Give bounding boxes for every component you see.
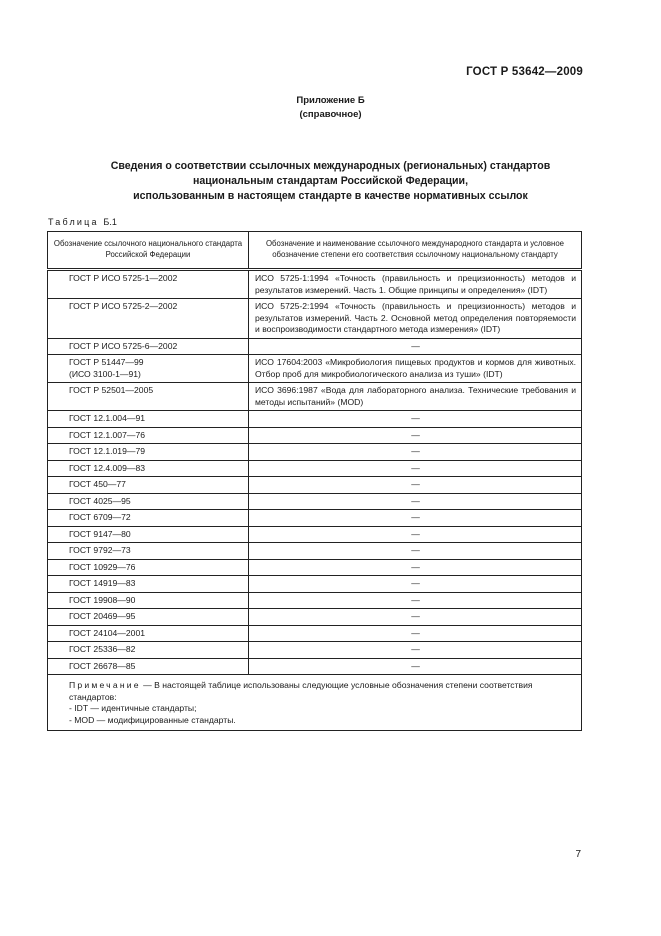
note-text: — В настоящей таблице использованы следующие условные обозначения степени соответствия стандартов:	[69, 680, 533, 702]
international-standard-cell: —	[249, 543, 582, 560]
table-header-row	[48, 232, 582, 270]
international-standard-cell: —	[249, 592, 582, 609]
title-line: национальным стандартам Российской Федерации,	[192, 175, 469, 187]
national-standard-code: ГОСТ Р 51447—99	[69, 357, 144, 367]
table-row	[48, 355, 582, 383]
table-label	[48, 217, 117, 227]
national-standard-code: ГОСТ 19908—90	[69, 594, 136, 605]
table-row	[48, 460, 582, 477]
note-item: - IDT — идентичные стандарты;	[69, 703, 197, 713]
national-standard-code: ГОСТ 6709—72	[69, 512, 131, 522]
national-standard-code: ГОСТ 24104—2001	[69, 627, 146, 638]
table-row	[48, 543, 582, 560]
title-line: Сведения о соответствии ссылочных международных (региональных) стандартов	[110, 160, 551, 172]
national-standard-cell	[48, 493, 249, 510]
table-row	[48, 658, 582, 675]
title-line: использованным в настоящем стандарте в качестве нормативных ссылок	[133, 190, 528, 202]
note-row	[48, 675, 582, 731]
appendix-heading	[0, 94, 661, 122]
national-standard-code: ГОСТ 4025—95	[69, 495, 131, 506]
table-note	[48, 675, 582, 731]
appendix-subtitle: (справочное)	[299, 109, 362, 120]
national-standard-code: ГОСТ 12.1.019—79	[69, 446, 146, 456]
table-label-word: Таблица	[48, 217, 99, 227]
column-header-international: Обозначение и наименование ссылочного международного стандарта и условное обозначение степени его соответствия ссылочному национальному стандарту	[249, 232, 582, 270]
national-standard-cell	[48, 444, 249, 461]
national-standard-cell	[48, 559, 249, 576]
international-standard-cell: —	[249, 427, 582, 444]
national-standard-code: (ИСО 3100-1—91)	[69, 368, 141, 379]
table-body	[48, 270, 582, 675]
international-standard-cell: —	[249, 576, 582, 593]
national-standard-code: ГОСТ 450—77	[69, 479, 126, 489]
national-standard-cell	[48, 510, 249, 527]
table-row	[48, 270, 582, 299]
table-row	[48, 338, 582, 355]
table-row	[48, 576, 582, 593]
national-standard-code: ГОСТ Р ИСО 5725-1—2002	[69, 273, 178, 283]
table-row	[48, 592, 582, 609]
national-standard-code: ГОСТ Р ИСО 5725-2—2002	[69, 301, 178, 311]
national-standard-code: ГОСТ 12.1.004—91	[69, 413, 146, 423]
international-standard-cell: —	[249, 559, 582, 576]
national-standard-cell	[48, 526, 249, 543]
table-row	[48, 493, 582, 510]
international-standard-cell: —	[249, 642, 582, 659]
national-standard-cell	[48, 355, 249, 383]
table-row	[48, 427, 582, 444]
national-standard-cell	[48, 270, 249, 299]
international-standard-cell: —	[249, 609, 582, 626]
international-standard-cell: ИСО 5725-1:1994 «Точность (правильность и прецизионность) методов и результатов измерений. Часть 1. Общие принципы и определения» (IDT)	[249, 270, 582, 299]
note-intro	[69, 680, 576, 703]
international-standard-cell: ИСО 3696:1987 «Вода для лабораторного анализа. Технические требования и методы испытаний» (MOD)	[249, 383, 582, 411]
national-standard-code: ГОСТ 10929—76	[69, 561, 136, 572]
national-standard-code: ГОСТ 14919—83	[69, 578, 136, 588]
national-standard-cell	[48, 543, 249, 560]
national-standard-code: ГОСТ Р 52501—2005	[69, 385, 154, 395]
international-standard-cell: —	[249, 460, 582, 477]
national-standard-cell	[48, 460, 249, 477]
national-standard-cell	[48, 592, 249, 609]
section-title	[40, 159, 621, 204]
national-standard-cell	[48, 625, 249, 642]
standards-table	[47, 231, 582, 731]
national-standard-cell	[48, 609, 249, 626]
table-row	[48, 526, 582, 543]
appendix-title: Приложение Б	[296, 95, 365, 106]
table-row	[48, 383, 582, 411]
international-standard-cell: ИСО 5725-2:1994 «Точность (правильность и прецизионность) методов и результатов измерений. Часть 2. Основной метод определения повторяемости и воспроизводимости стандартного метода измерения» (IDT)	[249, 299, 582, 339]
international-standard-cell: —	[249, 510, 582, 527]
national-standard-cell	[48, 477, 249, 494]
national-standard-code: ГОСТ 25336—82	[69, 644, 136, 654]
international-standard-cell: —	[249, 526, 582, 543]
national-standard-code: ГОСТ 9147—80	[69, 528, 131, 539]
international-standard-cell: —	[249, 477, 582, 494]
national-standard-code: ГОСТ 12.1.007—76	[69, 429, 146, 440]
national-standard-code: ГОСТ 20469—95	[69, 611, 136, 621]
national-standard-cell	[48, 427, 249, 444]
national-standard-code: ГОСТ 26678—85	[69, 660, 136, 671]
table-row	[48, 625, 582, 642]
international-standard-cell: —	[249, 444, 582, 461]
table-row	[48, 411, 582, 428]
national-standard-cell	[48, 338, 249, 355]
international-standard-cell: ИСО 17604:2003 «Микробиология пищевых продуктов и кормов для животных. Отбор проб для микробиологического анализа из туши» (IDT)	[249, 355, 582, 383]
international-standard-cell: —	[249, 411, 582, 428]
national-standard-cell	[48, 642, 249, 659]
national-standard-cell	[48, 658, 249, 675]
table-row	[48, 477, 582, 494]
international-standard-cell: —	[249, 625, 582, 642]
table-row	[48, 642, 582, 659]
note-label: Примечание	[69, 680, 141, 690]
page-number: 7	[575, 849, 581, 860]
national-standard-cell	[48, 411, 249, 428]
national-standard-cell	[48, 383, 249, 411]
national-standard-code: ГОСТ 9792—73	[69, 545, 131, 555]
table-row	[48, 609, 582, 626]
table-label-number: Б.1	[103, 217, 117, 227]
table-row	[48, 559, 582, 576]
table-row	[48, 444, 582, 461]
international-standard-cell: —	[249, 338, 582, 355]
document-code: ГОСТ Р 53642—2009	[466, 66, 583, 78]
international-standard-cell: —	[249, 493, 582, 510]
national-standard-cell	[48, 299, 249, 339]
national-standard-code: ГОСТ 12.4.009—83	[69, 462, 146, 473]
note-item: - MOD — модифицированные стандарты.	[69, 714, 236, 725]
national-standard-code: ГОСТ Р ИСО 5725-6—2002	[69, 340, 178, 351]
international-standard-cell: —	[249, 658, 582, 675]
table-row	[48, 510, 582, 527]
national-standard-cell	[48, 576, 249, 593]
table-row	[48, 299, 582, 339]
column-header-national: Обозначение ссылочного национального стандарта Российской Федерации	[48, 232, 249, 270]
